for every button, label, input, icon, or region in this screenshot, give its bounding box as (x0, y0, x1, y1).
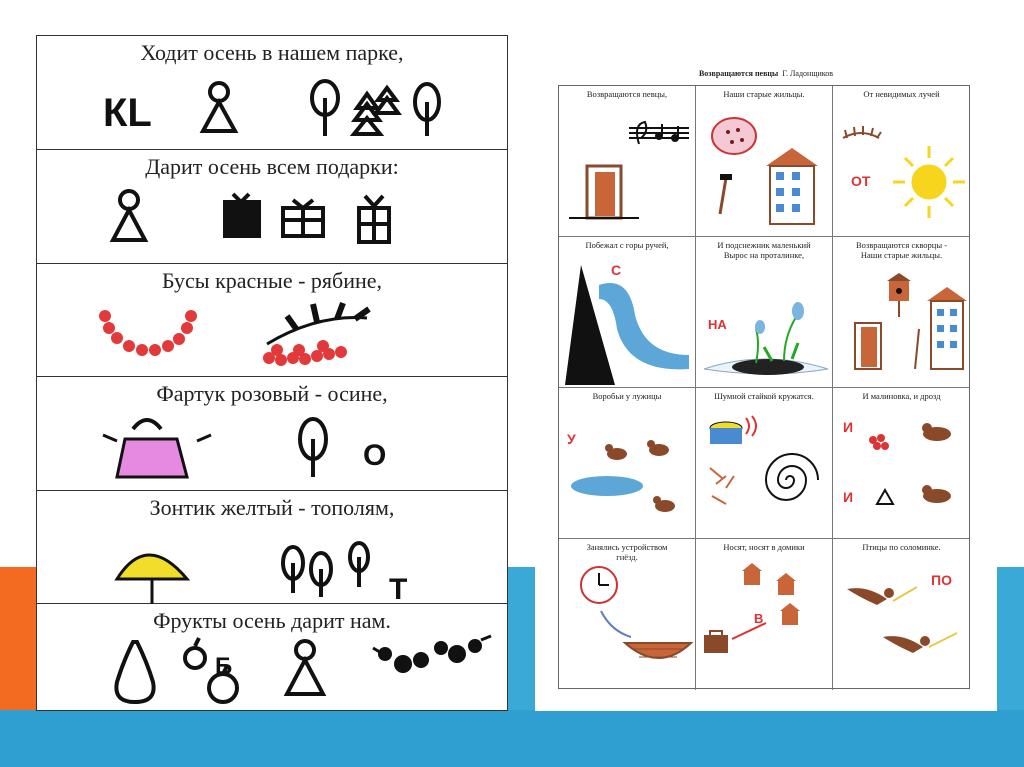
basket-icon (625, 643, 691, 658)
door-icon (855, 323, 881, 369)
cell-caption: Шумной стайкой кружатся. (714, 391, 814, 401)
verse-line: Фартук розовый - осине, (156, 381, 388, 406)
verse-line: Бусы красные - рябине, (161, 268, 383, 293)
grid-cell (833, 86, 970, 237)
trees-icon (312, 81, 439, 136)
bird-pair-icon (373, 636, 491, 673)
house-icon (742, 563, 800, 625)
cell-caption: И малиновка, и дрозд (862, 391, 941, 401)
rowan-branch-icon (263, 303, 369, 366)
briefcase-icon (704, 631, 728, 653)
verse-line: Ходит осень в нашем парке, (140, 40, 404, 65)
arrow-icon (732, 623, 766, 639)
mountain-icon (565, 265, 615, 385)
grid-cell (559, 388, 696, 539)
eye-lashes-icon (843, 126, 881, 138)
person-triangle-icon (287, 641, 323, 694)
cell-caption: Воробьи у лужицы (592, 391, 662, 401)
poplar-icon (283, 543, 368, 597)
row-drawing (37, 36, 507, 150)
slide-band-blue-bottom (0, 710, 1024, 767)
letter-glyph: И (843, 419, 854, 435)
letter-glyph: С (611, 262, 622, 278)
cell-caption: От невидимых лучей (863, 89, 940, 99)
cell-caption: Занялись устройством гнёзд. (586, 542, 668, 562)
house-icon (927, 287, 967, 369)
house-icon (766, 148, 818, 224)
cell-caption: И подснежник маленький Вырос на проталинке, (717, 240, 811, 260)
apron-icon (103, 420, 211, 477)
berries-icon (869, 434, 889, 450)
grid-cell (696, 539, 833, 690)
mnemo-row (37, 264, 507, 377)
picture-grid (558, 85, 970, 689)
door-icon (569, 166, 639, 218)
shovel-icon (720, 174, 732, 214)
grid-cell (559, 539, 696, 690)
mnemo-row (37, 604, 507, 710)
letters-glyph: ОТ (851, 173, 871, 189)
row-drawing (37, 491, 507, 604)
row-drawing (37, 604, 507, 710)
beads-icon (99, 310, 197, 356)
mnemo-card-autumn (36, 35, 508, 711)
nest-ball-icon (712, 118, 756, 154)
grid-cell (559, 86, 696, 237)
cell-caption: Побежал с горы ручей, (585, 240, 669, 250)
music-notes-icon (629, 122, 689, 144)
drum-icon (710, 416, 756, 444)
spiral-icon (766, 454, 818, 500)
row-drawing (37, 377, 507, 491)
mnemo-row (37, 491, 507, 604)
letter-glyph: Б (215, 653, 233, 680)
umbrella-icon (117, 555, 187, 604)
bird-icon (605, 440, 675, 512)
letter-glyph: И (843, 489, 854, 505)
row-drawing (37, 264, 507, 377)
cell-caption: Носят, носят в домики (723, 542, 805, 552)
shovel-icon (915, 329, 919, 369)
grid-cell (559, 237, 696, 388)
person-triangle-icon (203, 83, 235, 131)
verse-line: Дарит осень всем подарки: (145, 154, 399, 179)
grid-cell (833, 388, 970, 539)
pear-icon (116, 642, 153, 702)
puddle-icon (571, 476, 643, 496)
triangle-icon (877, 490, 893, 504)
bird-icon (847, 588, 930, 653)
letter-glyph: Т (389, 573, 408, 604)
letter-glyph: У (567, 431, 576, 447)
arrow-icon (601, 611, 631, 637)
verse-line: Фрукты осень дарит нам. (153, 608, 391, 633)
bird-icon (922, 423, 951, 503)
aspen-leaf-icon (300, 419, 326, 477)
letters-glyph: ПО (931, 572, 952, 588)
cell-caption: Наши старые жильцы. (723, 89, 805, 99)
mnemo-row (37, 377, 507, 491)
straw-icon (710, 468, 734, 504)
cell-caption: Возвращаются скворцы - Наши старые жильцы. (855, 240, 948, 260)
letter-glyph: В (754, 611, 764, 626)
sun-icon (893, 146, 965, 218)
birdhouse-icon (887, 273, 911, 317)
poem-author: Г. Ладонщиков (782, 69, 834, 78)
grid-cell (833, 539, 970, 690)
mnemo-card-spring (535, 35, 997, 711)
verse-line: Зонтик желтый - тополям, (149, 495, 395, 520)
mnemo-row (37, 150, 507, 264)
cell-caption: Птицы по соломинке. (862, 542, 941, 552)
snowdrop-icon (704, 302, 828, 375)
cell-caption: Возвращаются певцы, (586, 89, 668, 99)
letters-glyph: КL (103, 91, 152, 135)
grid-cell (696, 388, 833, 539)
grid-cell (833, 237, 970, 388)
clock-icon (581, 567, 617, 603)
mnemo-row (37, 36, 507, 150)
letter-glyph: О (363, 439, 387, 472)
grid-cell (696, 237, 833, 388)
person-triangle-icon (113, 191, 145, 240)
card-title (535, 69, 997, 78)
gift-box-icon (225, 194, 389, 242)
letters-glyph: НА (708, 317, 727, 332)
grid-cell (696, 86, 833, 237)
stream-icon (599, 283, 689, 369)
poem-title: Возвращаются певцы (698, 69, 779, 78)
row-drawing (37, 150, 507, 264)
